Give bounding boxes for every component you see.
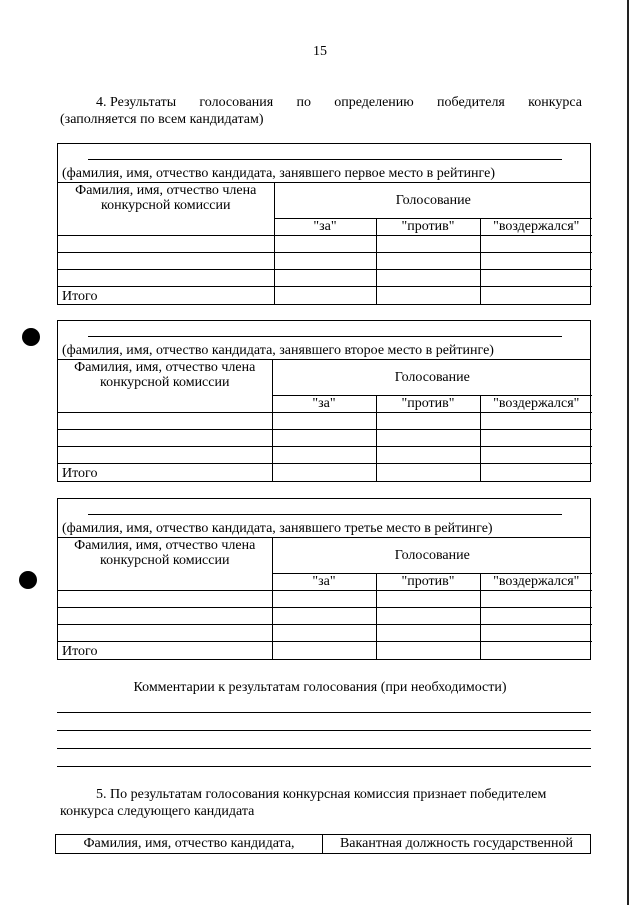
comment-line[interactable] (57, 730, 591, 731)
total-label: Итого (58, 641, 272, 659)
candidate-caption: (фамилия, имя, отчество кандидата, занявшего третье место в рейтинге) (62, 521, 493, 536)
comment-line[interactable] (57, 766, 591, 767)
col-for: "за" (272, 573, 376, 590)
col-for: "за" (272, 395, 376, 412)
winner-table-header (55, 834, 591, 854)
votes-grid (58, 538, 592, 659)
total-row (58, 463, 592, 481)
page-edge (627, 0, 629, 905)
candidate-caption: (фамилия, имя, отчество кандидата, занявшего второе место в рейтинге) (62, 343, 494, 358)
candidate-name-field[interactable] (58, 144, 590, 183)
table-row (58, 446, 592, 463)
total-row (58, 286, 592, 304)
comments-title: Комментарии к результатам голосования (при необходимости) (133, 680, 507, 695)
table-row (58, 607, 592, 624)
candidate-name-field[interactable] (58, 499, 590, 538)
total-label: Итого (58, 463, 272, 481)
vacant-position-header: Вакантная должность государственной (339, 836, 574, 851)
candidate-name-line (88, 159, 562, 160)
section-4-heading (60, 94, 582, 128)
member-header: Фамилия, имя, отчество члена конкурсной комиссии (58, 183, 274, 235)
candidate-name-line (88, 336, 562, 337)
comment-line[interactable] (57, 748, 591, 749)
section-5-heading (60, 786, 582, 820)
voting-header: Голосование (274, 183, 592, 218)
table-row (58, 624, 592, 641)
winner-name-header: Фамилия, имя, отчество кандидата, (56, 835, 323, 853)
table-row (58, 269, 592, 286)
col-against: "против" (376, 573, 480, 590)
total-label: Итого (58, 286, 274, 304)
candidate-name-field[interactable] (58, 321, 590, 360)
total-row (58, 641, 592, 659)
voting-header: Голосование (272, 360, 592, 395)
member-header: Фамилия, имя, отчество члена конкурсной комиссии (58, 538, 272, 590)
section-5-line-1: 5. По результатам голосования конкурсная комиссия признает победителем (96, 787, 547, 802)
col-abstain: "воздержался" (480, 573, 592, 590)
voting-table-first-place (57, 143, 591, 305)
candidate-name-line (88, 514, 562, 515)
section-5-line-2: конкурса следующего кандидата (60, 804, 255, 819)
table-row (58, 252, 592, 269)
section-4-subtitle: (заполняется по всем кандидатам) (60, 112, 264, 127)
section-4-title: 4. Результаты голосования по определению победителя конкурса (96, 95, 582, 110)
col-against: "против" (376, 395, 480, 412)
voting-header: Голосование (272, 538, 592, 573)
voting-table-third-place (57, 498, 591, 660)
candidate-caption: (фамилия, имя, отчество кандидата, занявшего первое место в рейтинге) (62, 166, 495, 181)
page-number: 15 (313, 44, 327, 59)
col-abstain: "воздержался" (480, 218, 592, 235)
col-for: "за" (274, 218, 376, 235)
table-row (58, 429, 592, 446)
punch-hole-mark (22, 328, 40, 346)
comment-line[interactable] (57, 712, 591, 713)
table-row (58, 590, 592, 607)
member-header: Фамилия, имя, отчество члена конкурсной комиссии (58, 360, 272, 412)
table-row (58, 235, 592, 252)
punch-hole-mark (19, 571, 37, 589)
table-row (58, 412, 592, 429)
votes-grid (58, 360, 592, 481)
voting-table-second-place (57, 320, 591, 482)
col-abstain: "воздержался" (480, 395, 592, 412)
col-against: "против" (376, 218, 480, 235)
votes-grid (58, 183, 592, 304)
